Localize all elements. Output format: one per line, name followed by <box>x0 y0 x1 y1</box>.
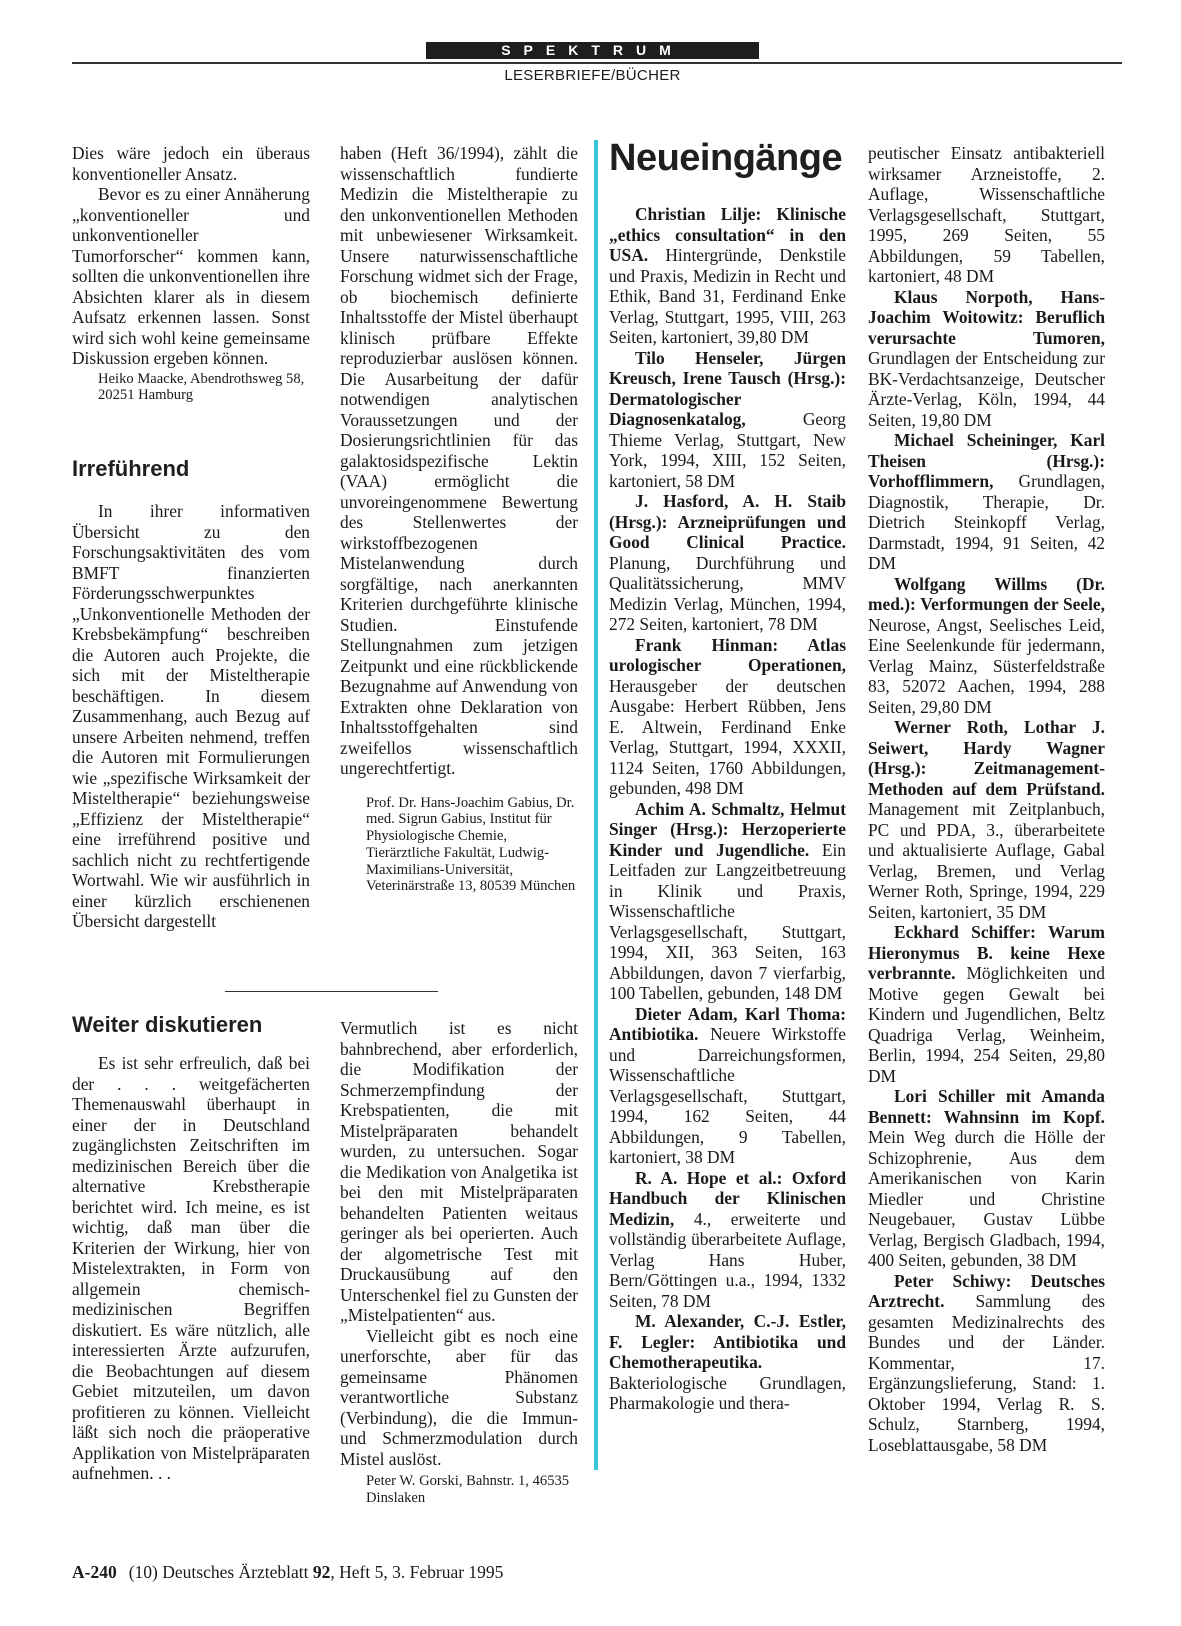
letter3-paragraph: Vermutlich ist es nicht bahnbrechend, aber erforderlich, die Modifikation der Schmerzempfindung der Krebspatienten, die mit Mistelpräparaten behandelt wurden, zu untersuchen. Sogar die Medikation von Analgetika ist bei den mit Mistelpräparaten behandelten Patienten weitaus geringer als bei operierten. Auch der algometrische Test mit Druckausübung auf den Unterschenkel fiel zu Gunsten der „Mistelpatienten“ aus. <box>340 1018 578 1325</box>
book-entry <box>609 799 846 1004</box>
books-list-col2 <box>868 143 1105 1455</box>
book-details: Mein Weg durch die Hölle der Schizophrenie, Aus dem Amerikanischen von Karin Miedler und Christine Neugebauer, Gustav Lübbe Verlag, Bergisch Gladbach, 1994, 400 Seiten, gebunden, 38 DM <box>868 1127 1105 1270</box>
books-title: Neueingänge <box>609 137 843 179</box>
letter2-text-col1 <box>72 501 310 932</box>
book-entry <box>868 143 1105 287</box>
letter2-paragraph: In ihrer informativen Übersicht zu den Forschungsaktivitäten des vom BMFT finanzierten Förderungsschwerpunktes „Unkonventionelle Methoden der Krebsbekämpfung“ beschreiben die Autoren auch Projekte, die sich mit der Misteltherapie beschäftigen. In diesem Zusammenhang, auch Bezug auf unsere Arbeiten nehmend, treffen die Autoren mit Formulierungen wie „spezifische Wirksamkeit der Misteltherapie“ beziehungsweise „Effizienz der Misteltherapie“ eine irreführend positive und sachlich nicht zu rechtfertigende Wortwahl. Wie wir ausführlich in einer kürzlich erschienenen Übersicht dargestellt <box>72 501 310 931</box>
letter1-text <box>72 143 310 404</box>
book-title: Tilo Henseler, Jürgen Kreusch, Irene Tausch (Hrsg.): Dermatologischer Diagnosenkatalog, <box>609 347 846 429</box>
book-details: Sammlung des gesamten Medizinalrechts des Bundes und der Länder. Kommentar, 17. Ergänzungslieferung, Stand: 1. Oktober 1994, Verlag R. S. Schulz, Starnberg, 1994, Loseblattausgabe, 58 DM <box>868 1291 1105 1455</box>
signature-line: Heiko Maacke, Abendrothsweg 58, 20251 Hamburg <box>98 370 305 404</box>
subsection-label: LESERBRIEFE/BÜCHER <box>504 67 681 84</box>
book-title: Michael Scheininger, Karl Theisen (Hrsg.): Vorhofflimmern, <box>868 430 1105 491</box>
footer-issue: , Heft 5, 3. Februar 1995 <box>330 1562 504 1582</box>
footer-journal: (10) Deutsches Ärzteblatt <box>128 1562 313 1582</box>
letter3-heading: Weiter diskutieren <box>72 1012 263 1037</box>
letter2-paragraph: haben (Heft 36/1994), zählt die wissenschaftlich fundierte Medizin die Misteltherapie zu den unkonventionellen Methoden mit unbewiesener Wirksamkeit. Unsere naturwissenschaftliche Forschung widmet sich der Frage, ob biochemisch definierte Inhaltsstoffe der Mistel überhaupt klinisch prüfbare Effekte reproduzierbar auslösen können. Die Ausarbeitung der dafür notwendigen analytischen Voraussetzungen und der Dosierungsrichtlinien für das galaktosidspezifische Lektin (VAA) ermöglicht die unvoreingenommene Bewertung des Stellenwertes der wirkstoffbezogenen Mistelanwendung durch sorgfältige, nach anerkannten Kriterien durchgeführte klinische Studien. Einstufende Stellungnahmen zum jetzigen Zeitpunkt und eine rückblickende Bezugnahme auf Anwendung von Extrakten ohne Deklaration von Inhaltsstoffgehalten sind zweifellos wissenschaftlich ungerechtfertigt. <box>340 143 578 778</box>
book-entry <box>609 635 846 799</box>
book-title: Peter Schiwy: Deutsches Arztrecht. <box>868 1270 1105 1311</box>
accent-rule <box>594 140 598 1470</box>
letter2-signature <box>340 795 578 896</box>
book-details: peutischer Einsatz antibakteriell wirksamer Arzneistoffe, 2. Auflage, Wissenschaftliche Verlagsgesellschaft, Stuttgart, 1995, 269 Seiten, 55 Abbildungen, 59 Tabellen, kartoniert, 48 DM <box>868 143 1105 286</box>
book-entry <box>609 491 846 635</box>
footer-volume: 92 <box>312 1562 331 1582</box>
book-details: Möglichkeiten und Motive gegen Gewalt bei Kindern und Jugendlichen, Beltz Quadriga Verlag, Weinheim, Berlin, 1994, 254 Seiten, 29,80 DM <box>868 963 1105 1086</box>
book-entry <box>868 430 1105 574</box>
letter3-paragraph: Vielleicht gibt es noch eine unerforschte, aber für das gemeinsame Phänomen verantwortliche Substanz (Verbindung), die die Immun- und Schmerzmodulation durch Mistel auslöst. <box>340 1325 578 1469</box>
book-title: M. Alexander, C.-J. Estler, F. Legler: Antibiotika und Chemotherapeutika. <box>609 1311 846 1372</box>
book-details: Neuere Wirkstoffe und Darreichungsformen, Wissenschaftliche Verlagsgesellschaft, Stuttgart, 1994, 162 Seiten, 44 Abbildungen, 9 Tabellen, kartoniert, 38 DM <box>609 1024 846 1167</box>
letter1-paragraph: Dies wäre jedoch ein überaus konventioneller Ansatz. <box>72 143 310 184</box>
book-entry <box>868 1086 1105 1271</box>
book-title: Eckhard Schiffer: Warum Hieronymus B. keine Hexe verbrannte. <box>868 922 1105 983</box>
header-rule <box>72 62 1122 64</box>
book-title: Wolfgang Willms (Dr. med.): Verformungen der Seele, <box>868 573 1105 614</box>
book-entry <box>868 717 1105 922</box>
book-entry <box>609 348 846 492</box>
book-title: Christian Lilje: Klinische „ethics consultation“ in den USA. <box>609 204 846 265</box>
book-details: Hintergründe, Denkstile und Praxis, Medizin in Recht und Ethik, Band 31, Ferdinand Enke Verlag, Stuttgart, 1995, VIII, 263 Seiten, kartoniert, 39,80 DM <box>609 245 846 347</box>
signature-line: Prof. Dr. Hans-Joachim Gabius, Dr. med. Sigrun Gabius, Institut für Physiologische Chemie, Tierärztliche Fakultät, Ludwig-Maximilians-Universität, Veterinärstraße 13, 80539 München <box>366 794 576 895</box>
page-footer <box>72 1562 503 1583</box>
book-title: Dieter Adam, Karl Thoma: Antibiotika. <box>609 1003 846 1044</box>
letter2-heading: Irreführend <box>72 456 190 481</box>
book-entry <box>609 1311 846 1414</box>
book-details: Bakteriologische Grundlagen, Pharmakologie und thera- <box>609 1372 846 1413</box>
book-entry <box>868 922 1105 1086</box>
book-details: Ein Leitfaden zur Langzeitbetreuung in Klinik und Praxis, Wissenschaftliche Verlagsgesellschaft, Stuttgart, 1994, XII, 363 Seiten, 163 Abbildungen, davon 7 vierfarbig, 100 Tabellen, gebunden, 148 DM <box>609 839 846 1003</box>
book-title: Frank Hinman: Atlas urologischer Operationen, <box>609 634 846 675</box>
section-divider <box>225 991 438 992</box>
book-title: Achim A. Schmaltz, Helmut Singer (Hrsg.): Herzoperierte Kinder und Jugendliche. <box>609 798 846 860</box>
book-details: 4., erweiterte und vollständig überarbeitete Auflage, Verlag Hans Huber, Bern/Göttingen u.a., 1994, 1332 Seiten, 78 DM <box>609 1208 846 1311</box>
book-title: R. A. Hope et al.: Oxford Handbuch der Klinischen Medizin, <box>609 1167 846 1229</box>
letter3-signature <box>340 1473 578 1507</box>
book-entry <box>868 574 1105 718</box>
letter1-signature <box>72 371 310 405</box>
letter3-paragraph: Es ist sehr erfreulich, daß bei der . . . weitgefächerten Themenauswahl überhaupt in einer der in Deutschland zugänglichsten Zeitschriften im medizinischen Bereich über die alternative Krebstherapie berichtet wird. Ich meine, es ist wichtig, daß man über die Kriterien der Wirkung, hier von Mistelextrakten, in Form von allgemein chemisch-medizinischen Begriffen diskutiert. Es wäre nützlich, alle interessierten Ärzte aufzurufen, die Beobachtungen auf diesem Gebiet mitzuteilen, um davon profitieren zu können. Vielleicht läßt sich noch die präoperative Applikation von Mistelpräparaten aufnehmen. . . <box>72 1053 310 1483</box>
book-details: Grundlagen der Entscheidung zur BK-Verdachtsanzeige, Deutscher Ärzte-Verlag, Köln, 1994, 44 Seiten, 19,80 DM <box>868 348 1105 430</box>
book-title: Werner Roth, Lothar J. Seiwert, Hardy Wagner (Hrsg.): Zeitmanagement-Methoden auf dem Prüfstand. <box>868 717 1105 799</box>
book-entry <box>609 1168 846 1312</box>
book-details: Georg Thieme Verlag, Stuttgart, New York, 1994, XIII, 152 Seiten, kartoniert, 58 DM <box>609 409 846 491</box>
book-details: Herausgeber der deutschen Ausgabe: Herbert Rübben, Jens E. Altwein, Ferdinand Enke Verlag, Stuttgart, 1994, XXXII, 1124 Seiten, 1760 Abbildungen, gebunden, 498 DM <box>609 675 846 798</box>
book-entry <box>868 1271 1105 1456</box>
book-entry <box>609 204 846 348</box>
page-number: A-240 <box>72 1562 117 1582</box>
letter2-text-col2 <box>340 143 578 895</box>
book-entry <box>609 1004 846 1168</box>
book-title: Klaus Norpoth, Hans-Joachim Woitowitz: Beruflich verursachte Tumoren, <box>868 286 1105 348</box>
books-list-col1 <box>609 204 846 1414</box>
book-entry <box>868 287 1105 431</box>
book-details: Neurose, Angst, Seelisches Leid, Eine Seelenkunde für jedermann, Verlag Mainz, Süsterfeldstraße 83, 52072 Aachen, 1994, 288 Seiten, 29,80 DM <box>868 614 1105 717</box>
letter1-paragraph: Bevor es zu einer Annäherung „konventioneller und unkonventioneller Tumorforscher“ kommen kann, sollten die unkonventionellen ihre Absichten klarer als in diesem Aufsatz erkennen lassen. Sonst wird sich wohl keine gemeinsame Diskussion ergeben können. <box>72 184 310 368</box>
book-details: Grundlagen, Diagnostik, Therapie, Dr. Dietrich Steinkopff Verlag, Darmstadt, 1994, 91 Seiten, 42 DM <box>868 471 1105 573</box>
book-title: J. Hasford, A. H. Staib (Hrsg.): Arzneiprüfungen und Good Clinical Practice. <box>609 491 846 552</box>
book-title: Lori Schiller mit Amanda Bennett: Wahnsinn im Kopf. <box>868 1086 1105 1127</box>
book-details: Management mit Zeitplanbuch, PC und PDA, 3., überarbeitete und aktualisierte Auflage, Gabal Verlag, Bremen, und Verlag Werner Roth, Springe, 1994, 229 Seiten, kartoniert, 35 DM <box>868 799 1105 922</box>
signature-line: Peter W. Gorski, Bahnstr. 1, 46535 Dinslaken <box>366 1473 570 1506</box>
section-banner: SPEKTRUM <box>426 42 759 59</box>
book-details: Planung, Durchführung und Qualitätssicherung, MMV Medizin Verlag, München, 1994, 272 Seiten, kartoniert, 78 DM <box>609 552 846 634</box>
letter3-text-col1 <box>72 1053 310 1484</box>
letter3-text-col2 <box>340 1018 578 1507</box>
